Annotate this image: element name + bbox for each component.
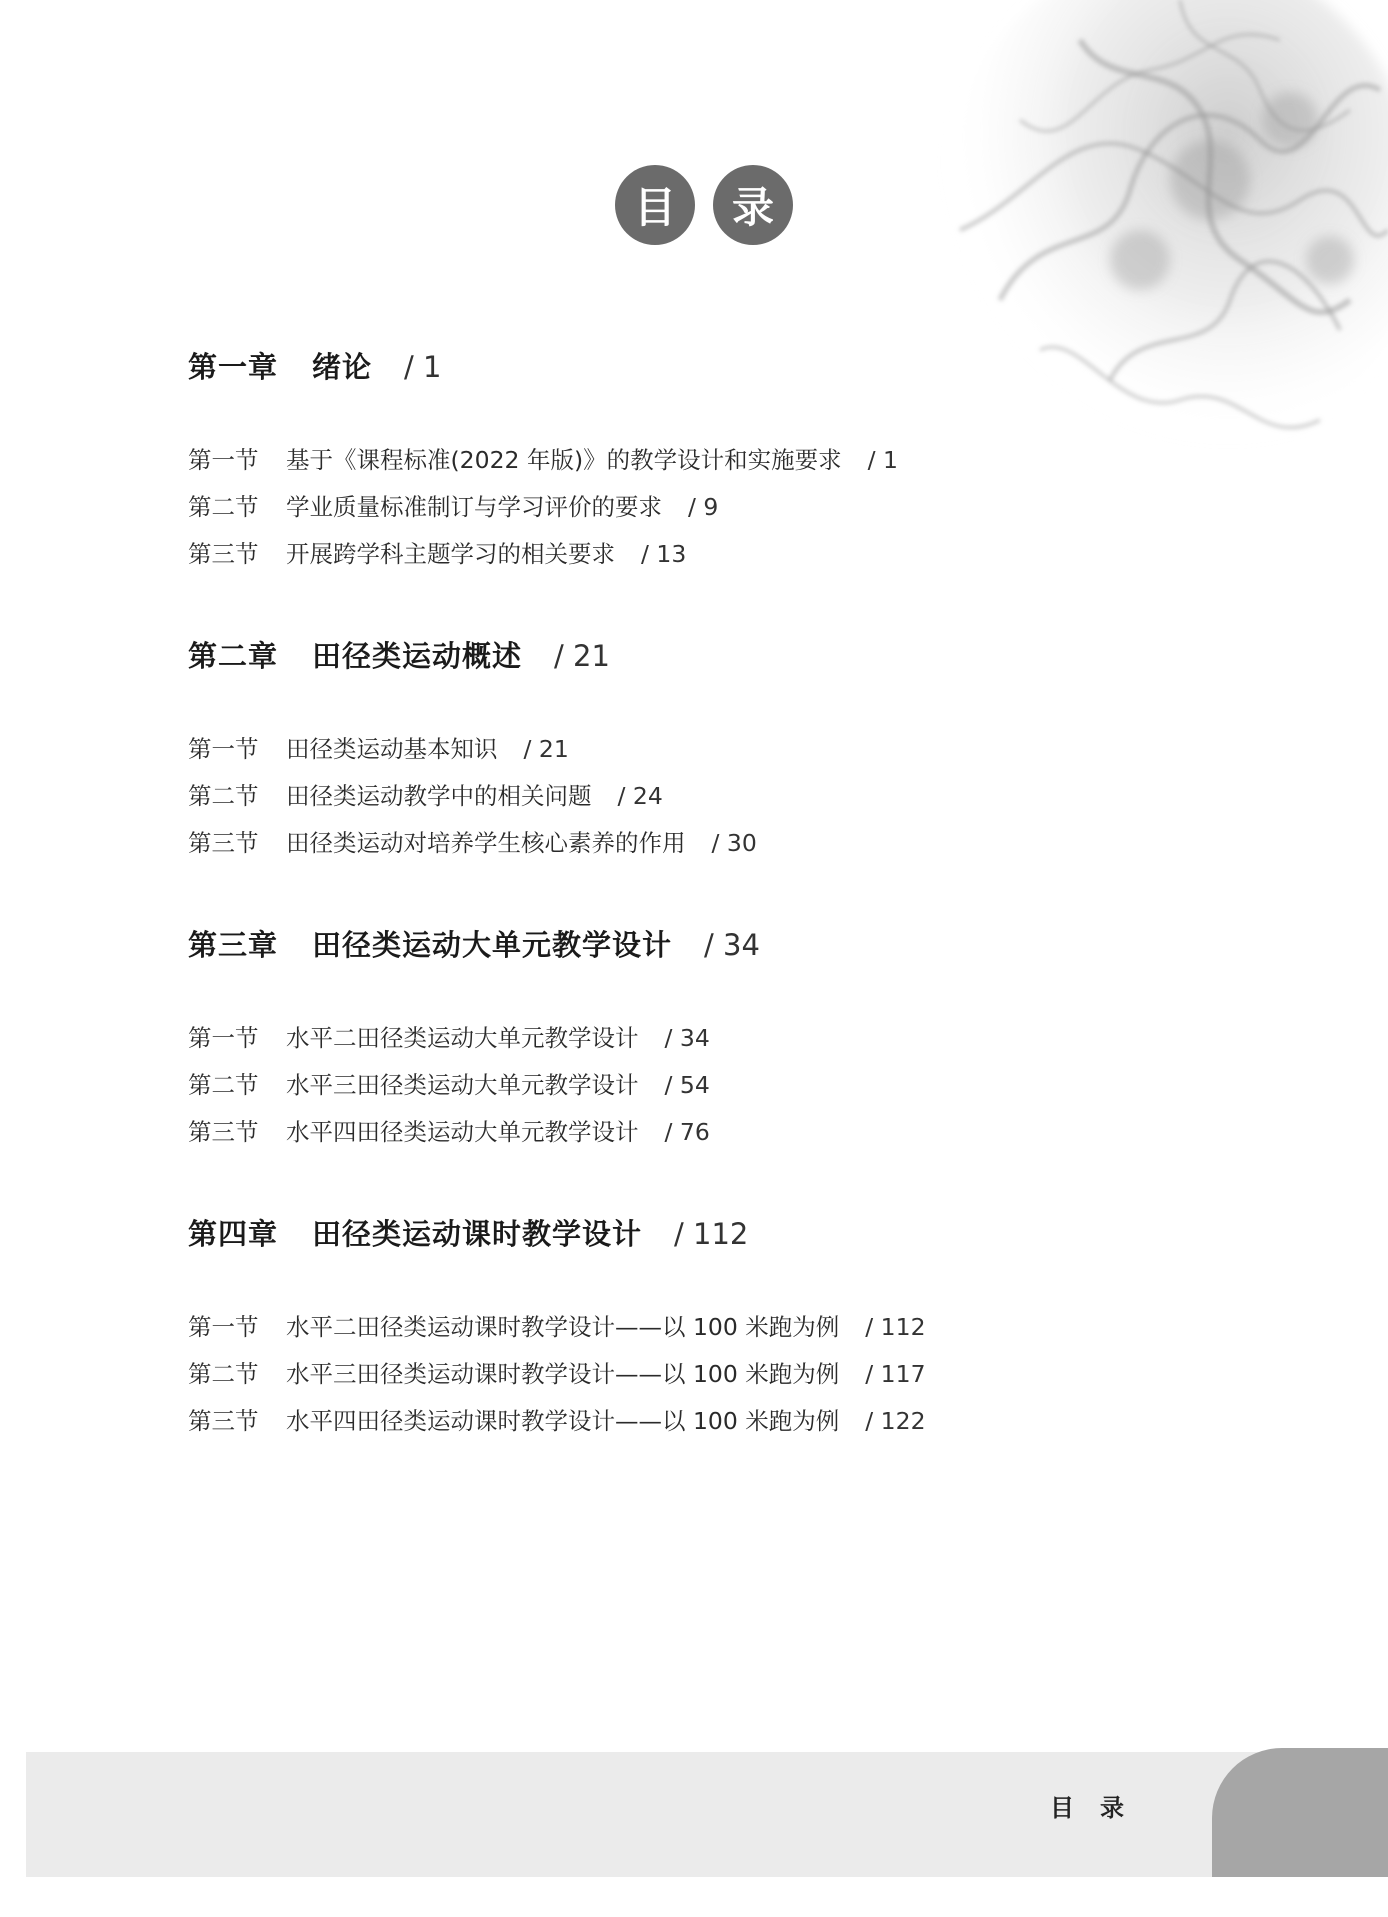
section-entry[interactable] [188, 1019, 1188, 1066]
section-number: 第二节 [188, 1360, 259, 1388]
section-number: 第三节 [188, 1118, 259, 1146]
chapter-number: 第三章 [188, 928, 279, 962]
section-list [188, 730, 1188, 871]
section-number: 第二节 [188, 1071, 259, 1099]
section-entry[interactable] [188, 1355, 1188, 1402]
section-page-number: / 122 [865, 1407, 926, 1435]
chapter-2 [188, 634, 1188, 871]
chapter-spacer [188, 1160, 1188, 1212]
section-entry[interactable] [188, 777, 1188, 824]
section-number: 第二节 [188, 493, 259, 521]
footer-tab [1212, 1748, 1388, 1877]
section-number: 第一节 [188, 446, 259, 474]
section-entry[interactable] [188, 824, 1188, 871]
section-page-number: / 117 [865, 1360, 926, 1388]
section-entry[interactable] [188, 488, 1188, 535]
section-page-number: / 112 [865, 1313, 926, 1341]
footer-band [26, 1752, 1388, 1877]
section-title: 田径类运动基本知识 [286, 735, 498, 763]
chapter-number: 第四章 [188, 1217, 279, 1251]
section-number: 第一节 [188, 1024, 259, 1052]
section-page-number: / 9 [688, 493, 719, 521]
chapter-4 [188, 1212, 1188, 1449]
chapter-title: 田径类运动课时教学设计 [312, 1217, 643, 1251]
chapter-heading[interactable] [188, 345, 1188, 393]
section-title: 开展跨学科主题学习的相关要求 [286, 540, 615, 568]
section-title: 水平三田径类运动大单元教学设计 [286, 1071, 639, 1099]
chapter-heading[interactable] [188, 634, 1188, 682]
section-title: 田径类运动教学中的相关问题 [286, 782, 592, 810]
chapter-heading[interactable] [188, 923, 1188, 971]
section-page-number: / 13 [641, 540, 687, 568]
section-title: 水平四田径类运动大单元教学设计 [286, 1118, 639, 1146]
section-title: 水平四田径类运动课时教学设计——以 100 米跑为例 [286, 1407, 840, 1435]
chapter-heading[interactable] [188, 1212, 1188, 1260]
section-page-number: / 76 [664, 1118, 710, 1146]
section-list [188, 1019, 1188, 1160]
section-list [188, 441, 1188, 582]
section-page-number: / 1 [867, 446, 898, 474]
section-entry[interactable] [188, 441, 1188, 488]
section-page-number: / 30 [711, 829, 757, 857]
section-entry[interactable] [188, 730, 1188, 777]
chapter-title: 田径类运动概述 [312, 639, 523, 673]
section-title: 水平三田径类运动课时教学设计——以 100 米跑为例 [286, 1360, 840, 1388]
chapter-page-number: / 21 [554, 639, 610, 673]
section-title: 水平二田径类运动大单元教学设计 [286, 1024, 639, 1052]
section-page-number: / 34 [664, 1024, 710, 1052]
chapter-number: 第一章 [188, 350, 279, 384]
section-entry[interactable] [188, 535, 1188, 582]
chapter-page-number: / 1 [404, 350, 442, 384]
section-number: 第三节 [188, 540, 259, 568]
chapter-number: 第二章 [188, 639, 279, 673]
chapter-1 [188, 345, 1188, 582]
chapter-spacer [188, 582, 1188, 634]
chapter-page-number: / 34 [704, 928, 760, 962]
section-number: 第三节 [188, 1407, 259, 1435]
section-title: 基于《课程标准(2022 年版)》的教学设计和实施要求 [286, 446, 842, 474]
chapter-page-number: / 112 [674, 1217, 749, 1251]
section-entry[interactable] [188, 1402, 1188, 1449]
section-page-number: / 54 [664, 1071, 710, 1099]
chapter-title: 绪论 [312, 350, 373, 384]
section-entry[interactable] [188, 1308, 1188, 1355]
section-list [188, 1308, 1188, 1449]
title-badge-1: 目 [615, 165, 695, 245]
section-title: 水平二田径类运动课时教学设计——以 100 米跑为例 [286, 1313, 840, 1341]
table-of-contents [188, 345, 1188, 1449]
chapter-3 [188, 923, 1188, 1160]
chapter-title: 田径类运动大单元教学设计 [312, 928, 673, 962]
title-badge-2: 录 [713, 165, 793, 245]
section-page-number: / 21 [523, 735, 569, 763]
section-number: 第一节 [188, 735, 259, 763]
section-number: 第三节 [188, 829, 259, 857]
chapter-spacer [188, 871, 1188, 923]
section-title: 学业质量标准制订与学习评价的要求 [286, 493, 662, 521]
section-title: 田径类运动对培养学生核心素养的作用 [286, 829, 686, 857]
footer-label: 目录 [1050, 1794, 1150, 1822]
section-entry[interactable] [188, 1113, 1188, 1160]
section-entry[interactable] [188, 1066, 1188, 1113]
section-number: 第一节 [188, 1313, 259, 1341]
section-number: 第二节 [188, 782, 259, 810]
page-title [615, 165, 793, 245]
section-page-number: / 24 [617, 782, 663, 810]
